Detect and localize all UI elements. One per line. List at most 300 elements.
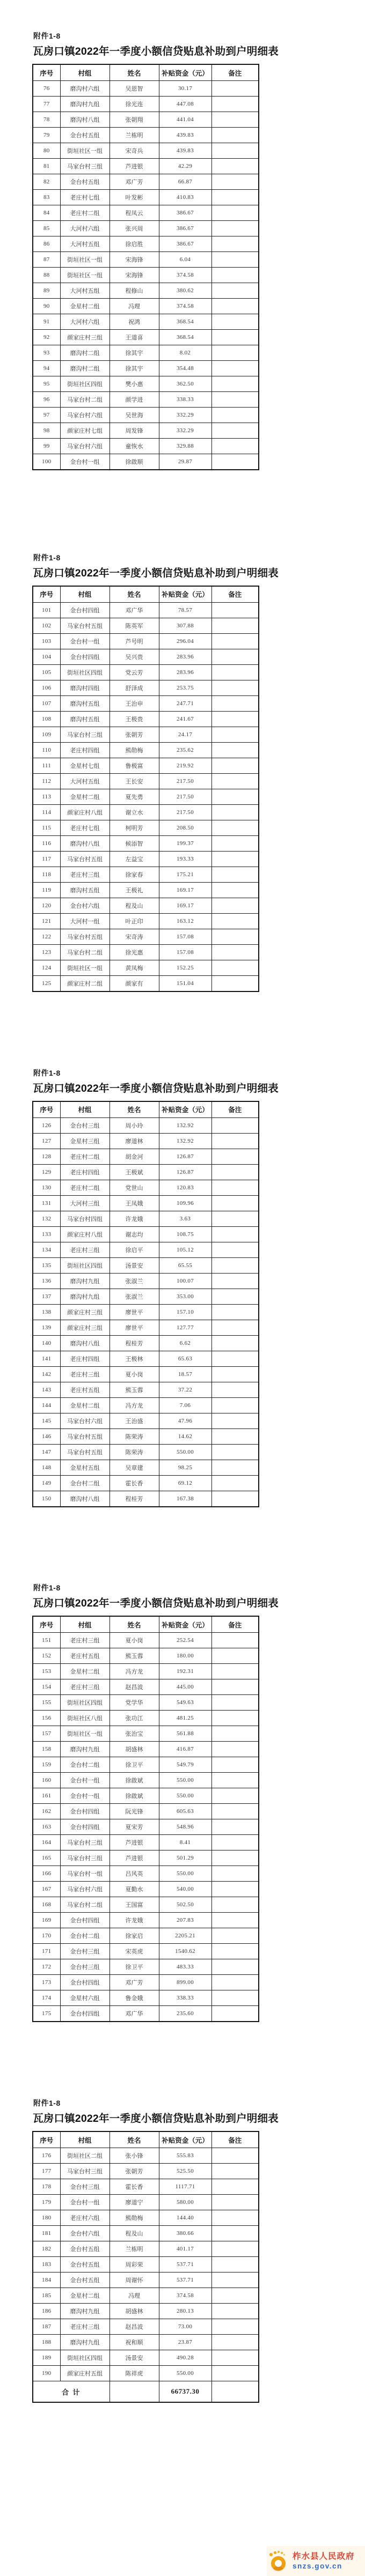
table-row bbox=[33, 2179, 259, 2195]
cell-amount: 525.50 bbox=[159, 2164, 211, 2179]
cell-remark bbox=[211, 1850, 259, 1866]
cell-name: 廖道宁 bbox=[110, 2195, 159, 2210]
cell-village-group: 老庄村三组 bbox=[60, 2319, 110, 2335]
cell-remark bbox=[211, 680, 259, 695]
cell-remark bbox=[211, 1164, 259, 1180]
cell-village-group: 老庄村二组 bbox=[60, 1149, 110, 1164]
cell-village-group: 马家台村一组 bbox=[60, 1866, 110, 1882]
cell-remark bbox=[211, 1211, 259, 1226]
cell-name: 王道喜 bbox=[110, 330, 159, 345]
cell-name: 谢立水 bbox=[110, 804, 159, 820]
cell-name: 程及山 bbox=[110, 2226, 159, 2241]
cell-village-group: 颜家庄村三组 bbox=[60, 1304, 110, 1320]
subsidy-table bbox=[32, 586, 259, 992]
cell-village-group: 金星村二组 bbox=[60, 2288, 110, 2304]
cell-serial: 107 bbox=[33, 695, 60, 711]
cell-amount: 100.07 bbox=[159, 1273, 211, 1289]
cell-name: 吕风英 bbox=[110, 1866, 159, 1882]
cell-name: 程及山 bbox=[110, 898, 159, 913]
cell-remark bbox=[211, 758, 259, 773]
cell-name: 周发锋 bbox=[110, 423, 159, 439]
cell-serial: 122 bbox=[33, 929, 60, 944]
cell-amount: 1117.71 bbox=[159, 2179, 211, 2195]
cell-amount: 481.25 bbox=[159, 1711, 211, 1726]
cell-name: 芦号明 bbox=[110, 633, 159, 649]
cell-village-group: 马家台村六组 bbox=[60, 439, 110, 454]
cell-amount: 169.17 bbox=[159, 898, 211, 913]
cell-amount: 6.62 bbox=[159, 1335, 211, 1351]
cell-remark bbox=[211, 314, 259, 330]
header-row bbox=[33, 64, 259, 81]
cell-serial: 152 bbox=[33, 1648, 60, 1664]
cell-serial: 94 bbox=[33, 361, 60, 376]
cell-serial: 189 bbox=[33, 2350, 60, 2366]
table-row bbox=[33, 283, 259, 299]
column-header: 姓名 bbox=[110, 1101, 159, 1118]
cell-amount: 332.29 bbox=[159, 408, 211, 423]
cell-remark bbox=[211, 960, 259, 975]
cell-serial: 128 bbox=[33, 1149, 60, 1164]
cell-amount: 169.17 bbox=[159, 882, 211, 898]
cell-remark bbox=[211, 1695, 259, 1711]
footprint-logo-icon bbox=[269, 2551, 289, 2571]
cell-village-group: 大河村五组 bbox=[60, 236, 110, 252]
table-row bbox=[33, 2195, 259, 2210]
cell-amount: 550.00 bbox=[159, 1444, 211, 1460]
cell-remark bbox=[211, 1757, 259, 1773]
table-row bbox=[33, 190, 259, 205]
cell-remark bbox=[211, 454, 259, 470]
cell-village-group: 磨沟村八组 bbox=[60, 835, 110, 851]
cell-amount: 66.87 bbox=[159, 174, 211, 190]
cell-name: 叶发彬 bbox=[110, 190, 159, 205]
cell-remark bbox=[211, 1242, 259, 1257]
cell-village-group: 马家台村二组 bbox=[60, 392, 110, 408]
cell-name: 左益宝 bbox=[110, 851, 159, 867]
cell-serial: 186 bbox=[33, 2304, 60, 2319]
document-page bbox=[0, 0, 365, 515]
cell-serial: 181 bbox=[33, 2226, 60, 2241]
cell-village-group: 颜家庄村二组 bbox=[60, 975, 110, 991]
cell-remark bbox=[211, 81, 259, 97]
cell-name: 胡盛林 bbox=[110, 2304, 159, 2319]
cell-amount: 247.71 bbox=[159, 695, 211, 711]
cell-serial: 166 bbox=[33, 1866, 60, 1882]
cell-village-group: 马家台村五组 bbox=[60, 1428, 110, 1444]
table-row bbox=[33, 1882, 259, 1897]
cell-remark bbox=[211, 2179, 259, 2195]
cell-remark bbox=[211, 128, 259, 143]
cell-village-group: 金星村七组 bbox=[60, 758, 110, 773]
cell-village-group: 大河村五组 bbox=[60, 773, 110, 789]
cell-serial: 149 bbox=[33, 1475, 60, 1491]
column-header: 村组 bbox=[60, 586, 110, 603]
cell-remark bbox=[211, 1882, 259, 1897]
document-page bbox=[0, 1545, 365, 2061]
table-row bbox=[33, 1180, 259, 1195]
cell-village-group: 金台村五组 bbox=[60, 2257, 110, 2272]
cell-serial: 76 bbox=[33, 81, 60, 97]
column-header: 姓名 bbox=[110, 586, 159, 603]
cell-village-group: 金星村二组 bbox=[60, 789, 110, 804]
cell-village-group: 金台村三组 bbox=[60, 2179, 110, 2195]
cell-amount: 386.67 bbox=[159, 205, 211, 221]
cell-remark bbox=[211, 2304, 259, 2319]
table-row bbox=[33, 820, 259, 835]
cell-remark bbox=[211, 1804, 259, 1819]
table-row bbox=[33, 81, 259, 97]
cell-amount: 549.79 bbox=[159, 1757, 211, 1773]
cell-amount: 109.96 bbox=[159, 1195, 211, 1211]
cell-name: 徐光连 bbox=[110, 97, 159, 112]
cell-village-group: 磨沟村二组 bbox=[60, 345, 110, 361]
cell-amount: 217.50 bbox=[159, 773, 211, 789]
cell-amount: 490.28 bbox=[159, 2350, 211, 2366]
cell-village-group: 磨沟村八组 bbox=[60, 1335, 110, 1351]
cell-village-group: 老庄村六组 bbox=[60, 2210, 110, 2226]
table-row bbox=[33, 252, 259, 268]
cell-name: 张淑兰 bbox=[110, 1273, 159, 1289]
cell-serial: 121 bbox=[33, 913, 60, 929]
cell-village-group: 老庄村三组 bbox=[60, 1242, 110, 1257]
cell-name: 徐其宇 bbox=[110, 361, 159, 376]
cell-serial: 123 bbox=[33, 944, 60, 960]
cell-village-group: 马家台村六组 bbox=[60, 408, 110, 423]
cell-serial: 88 bbox=[33, 268, 60, 283]
cell-remark bbox=[211, 898, 259, 913]
cell-remark bbox=[211, 2272, 259, 2288]
table-row bbox=[33, 1835, 259, 1850]
cell-serial: 87 bbox=[33, 252, 60, 268]
table-row bbox=[33, 1959, 259, 1975]
cell-remark bbox=[211, 1428, 259, 1444]
table-row bbox=[33, 664, 259, 680]
table-row bbox=[33, 1117, 259, 1133]
cell-remark bbox=[211, 773, 259, 789]
table-row bbox=[33, 1460, 259, 1475]
cell-village-group: 大河村六组 bbox=[60, 314, 110, 330]
cell-village-group: 马家台村五组 bbox=[60, 618, 110, 633]
cell-serial: 141 bbox=[33, 1351, 60, 1366]
cell-village-group: 金台村五组 bbox=[60, 174, 110, 190]
document-page bbox=[0, 2061, 365, 2576]
cell-amount: 192.31 bbox=[159, 1664, 211, 1679]
table-row bbox=[33, 1913, 259, 1928]
cell-name: 冯理 bbox=[110, 2288, 159, 2304]
cell-amount: 386.67 bbox=[159, 236, 211, 252]
cell-remark bbox=[211, 1273, 259, 1289]
cell-remark bbox=[211, 252, 259, 268]
cell-village-group: 磨沟村五组 bbox=[60, 711, 110, 727]
cell-serial: 175 bbox=[33, 2006, 60, 2022]
table-row bbox=[33, 929, 259, 944]
cell-village-group: 金台村一组 bbox=[60, 2195, 110, 2210]
cell-name: 王长安 bbox=[110, 773, 159, 789]
cell-serial: 182 bbox=[33, 2241, 60, 2257]
table-row bbox=[33, 1648, 259, 1664]
table-row bbox=[33, 758, 259, 773]
table-row bbox=[33, 1320, 259, 1335]
column-header: 备注 bbox=[211, 2131, 259, 2148]
cell-village-group: 街垣社区一组 bbox=[60, 268, 110, 283]
cell-amount: 23.87 bbox=[159, 2335, 211, 2350]
cell-village-group: 马家台村三组 bbox=[60, 727, 110, 742]
cell-remark bbox=[211, 361, 259, 376]
cell-amount: 163.12 bbox=[159, 913, 211, 929]
cell-name: 程凤云 bbox=[110, 205, 159, 221]
cell-name: 张兴周 bbox=[110, 221, 159, 236]
cell-name: 胡盛林 bbox=[110, 1742, 159, 1757]
cell-serial: 138 bbox=[33, 1304, 60, 1320]
cell-village-group: 大河村六组 bbox=[60, 221, 110, 236]
table-row bbox=[33, 2226, 259, 2241]
cell-village-group: 老庄村三组 bbox=[60, 867, 110, 882]
cell-amount: 550.00 bbox=[159, 1773, 211, 1788]
cell-serial: 162 bbox=[33, 1804, 60, 1819]
cell-remark bbox=[211, 2241, 259, 2257]
cell-remark bbox=[211, 2195, 259, 2210]
table-row bbox=[33, 392, 259, 408]
cell-name: 王极礼 bbox=[110, 882, 159, 898]
cell-village-group: 磨沟村八组 bbox=[60, 112, 110, 128]
cell-serial: 135 bbox=[33, 1257, 60, 1273]
cell-name: 邓广华 bbox=[110, 2006, 159, 2022]
cell-amount: 296.04 bbox=[159, 633, 211, 649]
cell-village-group: 老庄村三组 bbox=[60, 1679, 110, 1695]
cell-amount: 354.48 bbox=[159, 361, 211, 376]
cell-remark bbox=[211, 618, 259, 633]
cell-name: 张朝芳 bbox=[110, 727, 159, 742]
cell-remark bbox=[211, 944, 259, 960]
cell-remark bbox=[211, 1897, 259, 1913]
cell-village-group: 老庄村二组 bbox=[60, 205, 110, 221]
cell-village-group: 颜家庄村八组 bbox=[60, 1226, 110, 1242]
table-row bbox=[33, 804, 259, 820]
header-row bbox=[33, 2131, 259, 2148]
cell-serial: 177 bbox=[33, 2164, 60, 2179]
cell-village-group: 街垣社区四组 bbox=[60, 664, 110, 680]
table-row bbox=[33, 882, 259, 898]
cell-name: 周彩荣 bbox=[110, 2257, 159, 2272]
cell-remark bbox=[211, 190, 259, 205]
cell-amount: 3.63 bbox=[159, 1211, 211, 1226]
cell-village-group: 金星村二组 bbox=[60, 299, 110, 314]
column-header: 姓名 bbox=[110, 64, 159, 81]
cell-serial: 113 bbox=[33, 789, 60, 804]
cell-amount: 105.12 bbox=[159, 1242, 211, 1257]
cell-serial: 82 bbox=[33, 174, 60, 190]
cell-serial: 176 bbox=[33, 2148, 60, 2164]
cell-name: 冯理 bbox=[110, 299, 159, 314]
table-row bbox=[33, 408, 259, 423]
cell-remark bbox=[211, 330, 259, 345]
table-row bbox=[33, 128, 259, 143]
cell-name: 宋奇涛 bbox=[110, 929, 159, 944]
table-row bbox=[33, 2210, 259, 2226]
cell-name: 吴章建 bbox=[110, 1460, 159, 1475]
cell-remark bbox=[211, 1335, 259, 1351]
cell-remark bbox=[211, 1866, 259, 1882]
table-row bbox=[33, 439, 259, 454]
cell-remark bbox=[211, 1117, 259, 1133]
table-row bbox=[33, 2148, 259, 2164]
cell-amount: 550.00 bbox=[159, 2366, 211, 2381]
cell-remark bbox=[211, 1990, 259, 2006]
cell-name: 廖道林 bbox=[110, 1133, 159, 1149]
table-row bbox=[33, 727, 259, 742]
table-row bbox=[33, 695, 259, 711]
cell-name: 黄凤梅 bbox=[110, 960, 159, 975]
cell-serial: 106 bbox=[33, 680, 60, 695]
cell-remark bbox=[211, 1788, 259, 1804]
cell-amount: 416.87 bbox=[159, 1742, 211, 1757]
cell-village-group: 老庄村四组 bbox=[60, 742, 110, 758]
cell-serial: 153 bbox=[33, 1664, 60, 1679]
cell-village-group: 街垣社区八组 bbox=[60, 1711, 110, 1726]
cell-village-group: 金台村四组 bbox=[60, 2006, 110, 2022]
cell-remark bbox=[211, 439, 259, 454]
table-row bbox=[33, 1975, 259, 1990]
cell-remark bbox=[211, 664, 259, 680]
cell-amount: 338.33 bbox=[159, 392, 211, 408]
page-title: 瓦房口镇2022年一季度小额信贷贴息补助到户明细表 bbox=[33, 567, 279, 579]
cell-remark bbox=[211, 1226, 259, 1242]
cell-amount: 550.00 bbox=[159, 1788, 211, 1804]
table-row bbox=[33, 2241, 259, 2257]
table-row bbox=[33, 1226, 259, 1242]
table-row bbox=[33, 1819, 259, 1835]
cell-serial: 145 bbox=[33, 1413, 60, 1428]
cell-amount: 98.25 bbox=[159, 1460, 211, 1475]
cell-remark bbox=[211, 789, 259, 804]
cell-amount: 167.38 bbox=[159, 1491, 211, 1507]
cell-serial: 129 bbox=[33, 1164, 60, 1180]
cell-name: 胡金河 bbox=[110, 1149, 159, 1164]
cell-village-group: 马家台村三组 bbox=[60, 159, 110, 174]
cell-village-group: 马家台村二组 bbox=[60, 1897, 110, 1913]
cell-name: 张朝芳 bbox=[110, 2164, 159, 2179]
cell-village-group: 颜家庄村七组 bbox=[60, 423, 110, 439]
table-row bbox=[33, 376, 259, 392]
cell-serial: 116 bbox=[33, 835, 60, 851]
cell-amount: 605.63 bbox=[159, 1804, 211, 1819]
cell-remark bbox=[211, 633, 259, 649]
cell-village-group: 金台村五组 bbox=[60, 2272, 110, 2288]
cell-amount: 386.67 bbox=[159, 221, 211, 236]
cell-serial: 143 bbox=[33, 1382, 60, 1397]
cell-amount: 126.87 bbox=[159, 1164, 211, 1180]
table-row bbox=[33, 1679, 259, 1695]
cell-name: 陈英军 bbox=[110, 618, 159, 633]
cell-name: 冯方龙 bbox=[110, 1397, 159, 1413]
cell-name: 徐家春 bbox=[110, 867, 159, 882]
cell-remark bbox=[211, 1664, 259, 1679]
cell-amount: 445.00 bbox=[159, 1679, 211, 1695]
cell-serial: 150 bbox=[33, 1491, 60, 1507]
cell-name: 邓广芳 bbox=[110, 174, 159, 190]
attachment-label: 附件1-8 bbox=[33, 1068, 61, 1077]
cell-serial: 140 bbox=[33, 1335, 60, 1351]
cell-amount: 69.12 bbox=[159, 1475, 211, 1491]
cell-amount: 14.62 bbox=[159, 1428, 211, 1444]
table-row bbox=[33, 1273, 259, 1289]
cell-serial: 131 bbox=[33, 1195, 60, 1211]
cell-remark bbox=[211, 1975, 259, 1990]
cell-remark bbox=[211, 205, 259, 221]
cell-name: 党世山 bbox=[110, 1180, 159, 1195]
table-row bbox=[33, 361, 259, 376]
cell-amount: 380.62 bbox=[159, 283, 211, 299]
cell-serial: 126 bbox=[33, 1117, 60, 1133]
cell-remark bbox=[211, 1913, 259, 1928]
total-remark-cell bbox=[211, 2381, 259, 2403]
table-row bbox=[33, 1726, 259, 1742]
table-row bbox=[33, 221, 259, 236]
table-row bbox=[33, 851, 259, 867]
cell-remark bbox=[211, 97, 259, 112]
cell-village-group: 磨沟村九组 bbox=[60, 97, 110, 112]
cell-remark bbox=[211, 1959, 259, 1975]
cell-village-group: 金台村六组 bbox=[60, 898, 110, 913]
table-row bbox=[33, 2288, 259, 2304]
cell-amount: 65.63 bbox=[159, 1351, 211, 1366]
cell-village-group: 磨沟村六组 bbox=[60, 81, 110, 97]
cell-village-group: 街垣社区一组 bbox=[60, 252, 110, 268]
cell-name: 徐家启 bbox=[110, 1928, 159, 1944]
attachment-label: 附件1-8 bbox=[33, 553, 61, 562]
cell-serial: 187 bbox=[33, 2319, 60, 2335]
cell-amount: 374.58 bbox=[159, 268, 211, 283]
cell-remark bbox=[211, 1819, 259, 1835]
cell-serial: 119 bbox=[33, 882, 60, 898]
cell-village-group: 金台村四组 bbox=[60, 1913, 110, 1928]
cell-name: 夏小岗 bbox=[110, 1366, 159, 1382]
column-header: 补贴资金（元） bbox=[159, 2131, 211, 2148]
cell-village-group: 金星村二组 bbox=[60, 1397, 110, 1413]
column-header: 序号 bbox=[33, 64, 60, 81]
table-row bbox=[33, 944, 259, 960]
cell-name: 宋海锋 bbox=[110, 268, 159, 283]
cell-village-group: 颜家庄村三组 bbox=[60, 1320, 110, 1335]
table-row bbox=[33, 1695, 259, 1711]
cell-village-group: 金台村二组 bbox=[60, 1757, 110, 1773]
cell-serial: 109 bbox=[33, 727, 60, 742]
column-header: 备注 bbox=[211, 64, 259, 81]
cell-amount: 502.50 bbox=[159, 1897, 211, 1913]
cell-serial: 97 bbox=[33, 408, 60, 423]
cell-serial: 184 bbox=[33, 2272, 60, 2288]
cell-serial: 155 bbox=[33, 1695, 60, 1711]
cell-remark bbox=[211, 408, 259, 423]
cell-amount: 1540.62 bbox=[159, 1944, 211, 1959]
cell-village-group: 老庄村四组 bbox=[60, 1351, 110, 1366]
table-row bbox=[33, 742, 259, 758]
cell-serial: 95 bbox=[33, 376, 60, 392]
cell-serial: 86 bbox=[33, 236, 60, 252]
cell-serial: 124 bbox=[33, 960, 60, 975]
cell-name: 赵昌波 bbox=[110, 2319, 159, 2335]
cell-name: 芦进银 bbox=[110, 1835, 159, 1850]
cell-amount: 501.29 bbox=[159, 1850, 211, 1866]
cell-remark bbox=[211, 2164, 259, 2179]
cell-amount: 380.66 bbox=[159, 2226, 211, 2241]
cell-serial: 89 bbox=[33, 283, 60, 299]
cell-amount: 441.04 bbox=[159, 112, 211, 128]
cell-remark bbox=[211, 1726, 259, 1742]
cell-serial: 93 bbox=[33, 345, 60, 361]
cell-remark bbox=[211, 649, 259, 664]
cell-name: 冯方龙 bbox=[110, 1664, 159, 1679]
